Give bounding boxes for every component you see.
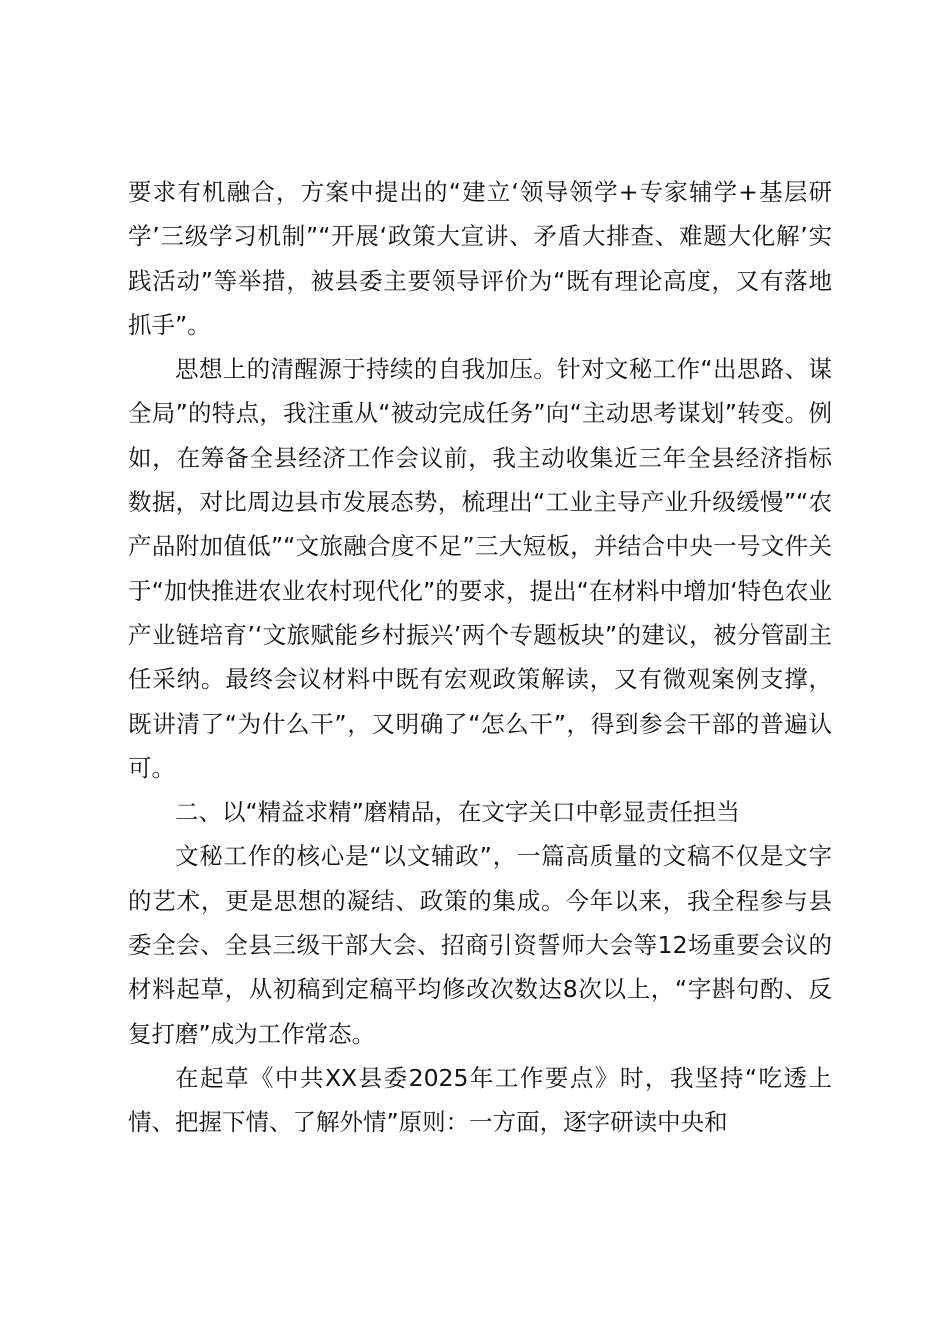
paragraph-continuation: 要求有机融合，方案中提出的“建立‘领导领学+专家辅学+基层研学’三级学习机制”“开展‘政策大宣讲、矛盾大排查、难题大化解’实践活动”等举措，被县委主要领导评价为“既有理论高度，又有落地抓手”。 <box>128 178 832 339</box>
paragraph-work-points: 在起草《中共XX县委2025年工作要点》时，我坚持“吃透上情、把握下情、了解外情”原则：一方面，逐字研读中央和 <box>128 1063 832 1137</box>
section-heading: 二、以“精益求精”磨精品，在文字关口中彰显责任担当 <box>175 798 740 827</box>
paragraph-writing-core: 文秘工作的核心是“以文辅政”，一篇高质量的文稿不仅是文字的艺术，更是思想的凝结、政策的集成。今年以来，我全程参与县委全会、全县三级干部大会、招商引资誓师大会等12场重要会议的材料起草，从初稿到定稿平均修改次数达8次以上，“字斟句酌、反复打磨”成为工作常态。 <box>128 842 832 1048</box>
paragraph-self-pressure: 思想上的清醒源于持续的自我加压。针对文秘工作“出思路、谋全局”的特点，我注重从“被动完成任务”向“主动思考谋划”转变。例如，在筹备全县经济工作会议前，我主动收集近三年全县经济指标数据，对比周边县市发展态势，梳理出“工业主导产业升级缓慢”“农产品附加值低”“文旅融合度不足”三大短板，并结合中央一号文件关于“加快推进农业农村现代化”的要求，提出“在材料中增加‘特色农业产业链培育’‘文旅赋能乡村振兴’两个专题板块”的建议，被分管副主任采纳。最终会议材料中既有宏观政策解读，又有微观案例支撑，既讲清了“为什么干”，又明确了“怎么干”，得到参会干部的普遍认可。 <box>128 355 832 782</box>
document-body <box>128 170 832 1145</box>
